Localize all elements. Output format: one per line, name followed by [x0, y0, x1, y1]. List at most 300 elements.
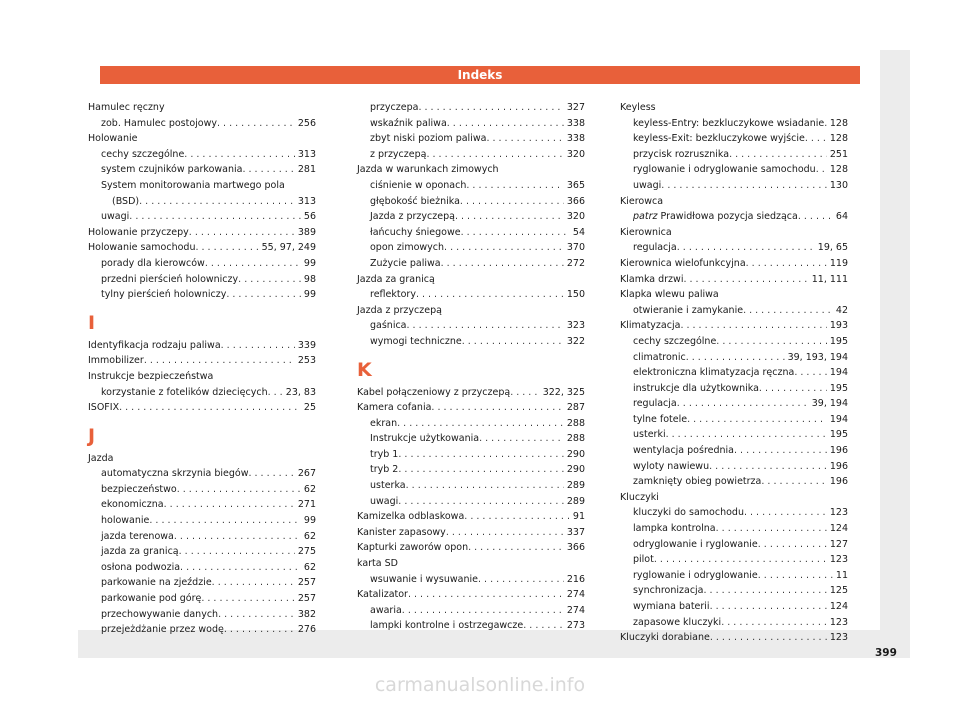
dot-leader — [447, 116, 564, 132]
entry-text: Kapturki zaworów opon — [357, 542, 469, 554]
entry-page: 194 — [829, 367, 848, 379]
index-subentry — [88, 272, 316, 288]
dot-leader — [226, 287, 301, 303]
entry-term — [370, 116, 447, 132]
entry-text: tryb 1 — [370, 448, 399, 460]
dot-leader — [759, 381, 827, 397]
index-subentry — [620, 568, 848, 584]
entry-text: przechowywanie danych — [101, 608, 219, 620]
index-subentry — [357, 318, 585, 334]
index-subentry — [88, 209, 316, 225]
section-letter: J — [88, 424, 96, 447]
entry-term — [370, 494, 398, 510]
entry-page: 193 — [829, 320, 848, 332]
entry-text: zob. Hamulec postojowy — [101, 117, 218, 129]
index-entry — [88, 225, 316, 241]
entry-term — [370, 618, 523, 634]
entry-term — [370, 194, 460, 210]
entry-text: cechy szczególne — [633, 335, 717, 347]
entry-text: Jazda w warunkach zimowych — [357, 164, 499, 176]
entry-term — [633, 459, 709, 475]
entry-text: reflektory — [370, 289, 416, 301]
entry-term — [633, 209, 798, 225]
index-subentry — [88, 385, 316, 401]
entry-text: uwagi — [370, 495, 399, 507]
dot-leader — [221, 338, 295, 354]
index-subentry — [357, 131, 585, 147]
dot-leader — [164, 497, 295, 513]
entry-term — [620, 287, 719, 303]
index-subentry — [620, 178, 848, 194]
dot-leader — [729, 147, 827, 163]
dot-leader — [683, 272, 808, 288]
entry-page: 288 — [566, 433, 585, 445]
index-entry — [357, 303, 585, 319]
entry-text: wyloty nawiewu — [633, 460, 710, 472]
dot-leader — [406, 478, 564, 494]
index-subentry — [357, 478, 585, 494]
entry-term — [633, 568, 758, 584]
entry-text: ekran — [370, 417, 398, 429]
entry-page: 150 — [566, 289, 585, 301]
index-subentry — [357, 431, 585, 447]
entry-page: 389 — [297, 226, 316, 238]
index-subentry — [620, 396, 848, 412]
index-entry — [357, 556, 585, 572]
dot-leader — [212, 575, 295, 591]
index-entry — [357, 525, 585, 541]
entry-text: osłona podwozia — [101, 561, 181, 573]
index-column-3 — [620, 100, 848, 646]
entry-term — [101, 178, 285, 194]
dot-leader — [734, 443, 827, 459]
entry-page: 289 — [566, 480, 585, 492]
entry-text: synchronizacja — [633, 585, 704, 597]
index-subentry — [357, 334, 585, 350]
index-entry — [357, 400, 585, 416]
entry-text: wentylacja pośrednia — [633, 445, 734, 457]
entry-page: 23, 83 — [285, 386, 316, 398]
entry-term — [101, 513, 149, 529]
entry-term — [101, 575, 212, 591]
entry-term — [112, 194, 139, 210]
dot-leader — [217, 116, 295, 132]
entry-term — [370, 318, 407, 334]
entry-text: ryglowanie i odryglowanie — [633, 569, 758, 581]
dot-leader — [716, 521, 827, 537]
index-entry — [88, 369, 316, 385]
entry-page: 382 — [297, 608, 316, 620]
entry-page: 366 — [566, 195, 585, 207]
entry-text: Immobilizer — [88, 355, 144, 367]
index-subentry — [88, 607, 316, 623]
entry-term — [620, 100, 656, 116]
dot-leader — [466, 178, 563, 194]
index-subentry — [357, 100, 585, 116]
entry-term — [357, 272, 435, 288]
dot-leader — [205, 256, 301, 272]
entry-term — [633, 552, 654, 568]
dot-leader — [218, 607, 295, 623]
index-subentry — [357, 209, 585, 225]
entry-page: 288 — [566, 417, 585, 429]
entry-term — [370, 256, 441, 272]
entry-text: cechy szczególne — [101, 148, 185, 160]
entry-term — [101, 147, 184, 163]
entry-text: ciśnienie w oponach — [370, 179, 467, 191]
entry-term — [370, 131, 486, 147]
dot-leader — [654, 552, 827, 568]
index-subentry — [88, 482, 316, 498]
entry-term — [370, 416, 397, 432]
entry-text: wskaźnik paliwa — [370, 117, 447, 129]
entry-text: uwagi — [101, 211, 130, 223]
dot-leader — [510, 385, 540, 401]
entry-page: 338 — [566, 117, 585, 129]
entry-term — [357, 587, 408, 603]
entry-term — [633, 303, 743, 319]
entry-page: 39, 193, 194 — [787, 351, 848, 363]
entry-term — [620, 318, 680, 334]
index-subentry — [357, 618, 585, 634]
entry-text: usterka — [370, 480, 406, 492]
entry-term — [370, 603, 402, 619]
index-subentry — [620, 537, 848, 553]
entry-page: 251 — [829, 148, 848, 160]
entry-text: keyless-Exit: bezkluczykowe wyjście — [633, 133, 805, 145]
entry-page: 25 — [303, 402, 316, 414]
dot-leader — [397, 416, 564, 432]
entry-text: climatronic — [633, 351, 686, 363]
index-subentry — [88, 147, 316, 163]
entry-text: wsuwanie i wysuwanie — [370, 573, 478, 585]
index-subentry — [620, 615, 848, 631]
entry-term — [370, 431, 479, 447]
index-entry — [357, 540, 585, 556]
entry-term — [357, 400, 431, 416]
entry-page: 195 — [829, 382, 848, 394]
dot-leader — [460, 194, 564, 210]
entry-term — [357, 385, 510, 401]
entry-page: 216 — [566, 573, 585, 585]
entry-text: łańcuchy śniegowe — [370, 226, 461, 238]
entry-text: zbyt niski poziom paliwa — [370, 133, 487, 145]
index-subentry — [88, 575, 316, 591]
entry-text: otwieranie i zamykanie — [633, 304, 744, 316]
entry-page: 194 — [829, 413, 848, 425]
dot-leader — [418, 100, 563, 116]
entry-term — [633, 615, 721, 631]
entry-text: regulacja — [633, 242, 677, 254]
dot-leader — [479, 431, 564, 447]
dot-leader — [179, 544, 295, 560]
entry-term — [633, 505, 744, 521]
entry-text: głębokość bieżnika — [370, 195, 460, 207]
entry-text: jazda za granicą — [101, 546, 179, 558]
entry-page: 99 — [303, 515, 316, 527]
entry-page: 273 — [566, 620, 585, 632]
index-entry — [620, 287, 848, 303]
entry-text: (BSD) — [112, 195, 140, 207]
entry-term — [357, 303, 442, 319]
entry-page: 275 — [297, 546, 316, 558]
dot-leader — [798, 209, 833, 225]
index-subentry — [357, 147, 585, 163]
index-subentry — [357, 572, 585, 588]
entry-page: 322 — [566, 335, 585, 347]
entry-text: Klamka drzwi — [620, 273, 684, 285]
entry-text: elektroniczna klimatyzacja ręczna — [633, 367, 795, 379]
index-entry — [88, 400, 316, 416]
entry-page: 62 — [303, 530, 316, 542]
entry-page: 54 — [572, 226, 585, 238]
entry-term — [633, 412, 687, 428]
index-subentry — [620, 505, 848, 521]
entry-text: ryglowanie i odryglowanie samochodu — [633, 164, 816, 176]
index-subentry — [620, 350, 848, 366]
index-subentry — [620, 412, 848, 428]
index-column-2 — [357, 100, 585, 634]
entry-term — [88, 400, 119, 416]
entry-page: 55, 97, 249 — [261, 242, 316, 254]
entry-text: system czujników parkowania — [101, 164, 243, 176]
dot-leader — [195, 240, 258, 256]
entry-page: 274 — [566, 604, 585, 616]
dot-leader — [523, 618, 564, 634]
entry-term — [357, 556, 398, 572]
entry-text: Prawidłowa pozycja siedząca — [660, 211, 798, 223]
entry-text: Instrukcje użytkowania — [370, 433, 480, 445]
entry-term — [633, 583, 704, 599]
dot-leader — [441, 256, 564, 272]
entry-text: jazda terenowa — [101, 530, 174, 542]
dot-leader — [761, 474, 827, 490]
entry-term — [101, 256, 205, 272]
entry-term — [101, 560, 180, 576]
index-entry — [620, 100, 848, 116]
entry-page: 124 — [829, 601, 848, 612]
section-letter: K — [357, 358, 372, 381]
entry-term — [620, 225, 672, 241]
entry-term — [357, 509, 464, 525]
entry-text: wymiana baterii — [633, 601, 710, 612]
entry-term — [370, 100, 418, 116]
dot-leader — [710, 599, 827, 615]
entry-term — [88, 100, 165, 116]
entry-term — [101, 209, 129, 225]
dot-leader — [446, 525, 564, 541]
index-subentry — [357, 447, 585, 463]
entry-text: holowanie — [101, 515, 150, 527]
entry-text: Holowanie samochodu — [88, 242, 196, 254]
entry-term — [101, 607, 218, 623]
entry-term — [620, 630, 710, 646]
index-subentry — [620, 552, 848, 568]
index-subentry — [357, 462, 585, 478]
entry-term — [370, 572, 478, 588]
entry-page: 339 — [297, 339, 316, 351]
dot-leader — [758, 537, 827, 553]
entry-page: 196 — [829, 476, 848, 488]
entry-text: Kierowca — [620, 195, 664, 207]
entry-term — [633, 350, 686, 366]
entry-page: 271 — [297, 499, 316, 511]
dot-leader — [431, 400, 563, 416]
entry-term — [620, 194, 663, 210]
entry-page: 256 — [297, 117, 316, 129]
entry-term — [370, 334, 462, 350]
index-subentry — [620, 209, 848, 225]
entry-text: zamknięty obieg powietrza — [633, 476, 762, 488]
index-entry — [88, 353, 316, 369]
entry-page: 124 — [829, 523, 848, 535]
index-subentry — [620, 162, 848, 178]
entry-text: Jazda — [88, 452, 114, 464]
entry-term — [370, 209, 455, 225]
entry-term — [633, 381, 759, 397]
index-entry — [620, 225, 848, 241]
dot-leader — [177, 482, 301, 498]
entry-term — [101, 116, 217, 132]
entry-term — [633, 427, 666, 443]
entry-page: 11, 111 — [811, 273, 848, 285]
index-entry — [88, 338, 316, 354]
entry-text: keyless-Entry: bezkluczykowe wsiadanie — [633, 117, 825, 129]
index-subentry — [357, 603, 585, 619]
entry-page: 196 — [829, 460, 848, 472]
entry-text: lampka kontrolna — [633, 523, 716, 535]
entry-text: ISOFIX — [88, 402, 120, 414]
index-subentry — [620, 240, 848, 256]
entry-page: 127 — [829, 538, 848, 550]
dot-leader — [408, 587, 564, 603]
entry-page: 130 — [829, 179, 848, 191]
index-entry — [357, 385, 585, 401]
entry-text: karta SD — [357, 558, 398, 570]
entry-text: Katalizator — [357, 589, 408, 601]
entry-page: 327 — [566, 102, 585, 113]
dot-leader — [224, 622, 295, 638]
entry-term — [633, 537, 758, 553]
entry-page: 370 — [566, 242, 585, 254]
entry-text: Klapka wlewu paliwa — [620, 289, 719, 301]
dot-leader — [444, 240, 564, 256]
entry-term — [101, 591, 201, 607]
entry-text: lampki kontrolne i ostrzegawcze — [370, 620, 524, 632]
entry-text: tylny pierścień holowniczy — [101, 289, 227, 301]
index-entry — [88, 100, 316, 116]
entry-text: usterki — [633, 429, 666, 441]
entry-text: uwagi — [633, 179, 662, 191]
entry-term — [370, 447, 398, 463]
entry-term — [370, 225, 461, 241]
entry-text: Kamera cofania — [357, 402, 432, 414]
entry-text: porady dla kierowców — [101, 257, 205, 269]
index-subentry — [620, 459, 848, 475]
entry-term — [88, 225, 189, 241]
entry-page: 281 — [297, 164, 316, 176]
entry-page: 128 — [829, 164, 848, 176]
dot-leader — [794, 365, 827, 381]
entry-term — [101, 162, 242, 178]
entry-text: przycisk rozrusznika — [633, 148, 730, 160]
index-subentry — [357, 194, 585, 210]
entry-text: regulacja — [633, 398, 677, 410]
entry-text: awaria — [370, 604, 402, 616]
entry-page: 123 — [829, 507, 848, 519]
entry-term — [370, 178, 466, 194]
dot-leader — [189, 225, 295, 241]
entry-term — [88, 451, 113, 467]
index-entry — [620, 490, 848, 506]
dot-leader — [743, 303, 833, 319]
index-subentry — [88, 591, 316, 607]
index-subentry — [620, 474, 848, 490]
entry-text: kluczyki do samochodu — [633, 507, 744, 519]
index-subentry — [620, 365, 848, 381]
dot-leader — [661, 178, 827, 194]
index-subentry — [620, 443, 848, 459]
dot-leader — [129, 209, 301, 225]
entry-text: Identyfikacja rodzaju paliwa — [88, 339, 221, 351]
index-subentry — [620, 131, 848, 147]
index-subentry — [620, 583, 848, 599]
entry-page: 128 — [829, 117, 848, 129]
dot-leader — [268, 385, 283, 401]
index-subentry — [357, 416, 585, 432]
index-subentry — [357, 494, 585, 510]
entry-see-also: patrz — [633, 211, 658, 223]
index-entry — [620, 194, 848, 210]
entry-text: Kluczyki dorabiane — [620, 632, 710, 644]
entry-page: 272 — [566, 257, 585, 269]
dot-leader — [402, 603, 564, 619]
dot-leader — [687, 412, 827, 428]
dot-leader — [704, 583, 827, 599]
entry-text: Jazda za granicą — [357, 273, 435, 285]
index-subentry — [357, 225, 585, 241]
entry-text: Holowanie — [88, 133, 138, 145]
entry-term — [633, 178, 661, 194]
index-subentry — [88, 560, 316, 576]
entry-page: 195 — [829, 335, 848, 347]
entry-term — [101, 482, 177, 498]
entry-text: Klimatyzacja — [620, 320, 681, 332]
entry-term — [633, 162, 816, 178]
dot-leader — [758, 568, 833, 584]
entry-term — [370, 462, 398, 478]
entry-term — [101, 385, 268, 401]
entry-text: instrukcje dla użytkownika — [633, 382, 759, 394]
entry-term — [633, 334, 716, 350]
entry-page: 337 — [566, 526, 585, 538]
dot-leader — [464, 509, 570, 525]
entry-page: 274 — [566, 589, 585, 601]
entry-text: przedni pierścień holowniczy — [101, 273, 239, 285]
index-entry — [357, 509, 585, 525]
entry-page: 123 — [829, 632, 848, 644]
entry-page: 64 — [835, 211, 848, 223]
dot-leader — [468, 540, 564, 556]
dot-leader — [478, 572, 564, 588]
entry-term — [101, 287, 226, 303]
dot-leader — [248, 466, 294, 482]
entry-text: zapasowe kluczyki — [633, 616, 722, 628]
dot-leader — [184, 147, 295, 163]
index-subentry — [357, 240, 585, 256]
entry-term — [370, 287, 416, 303]
entry-page: 365 — [566, 179, 585, 191]
